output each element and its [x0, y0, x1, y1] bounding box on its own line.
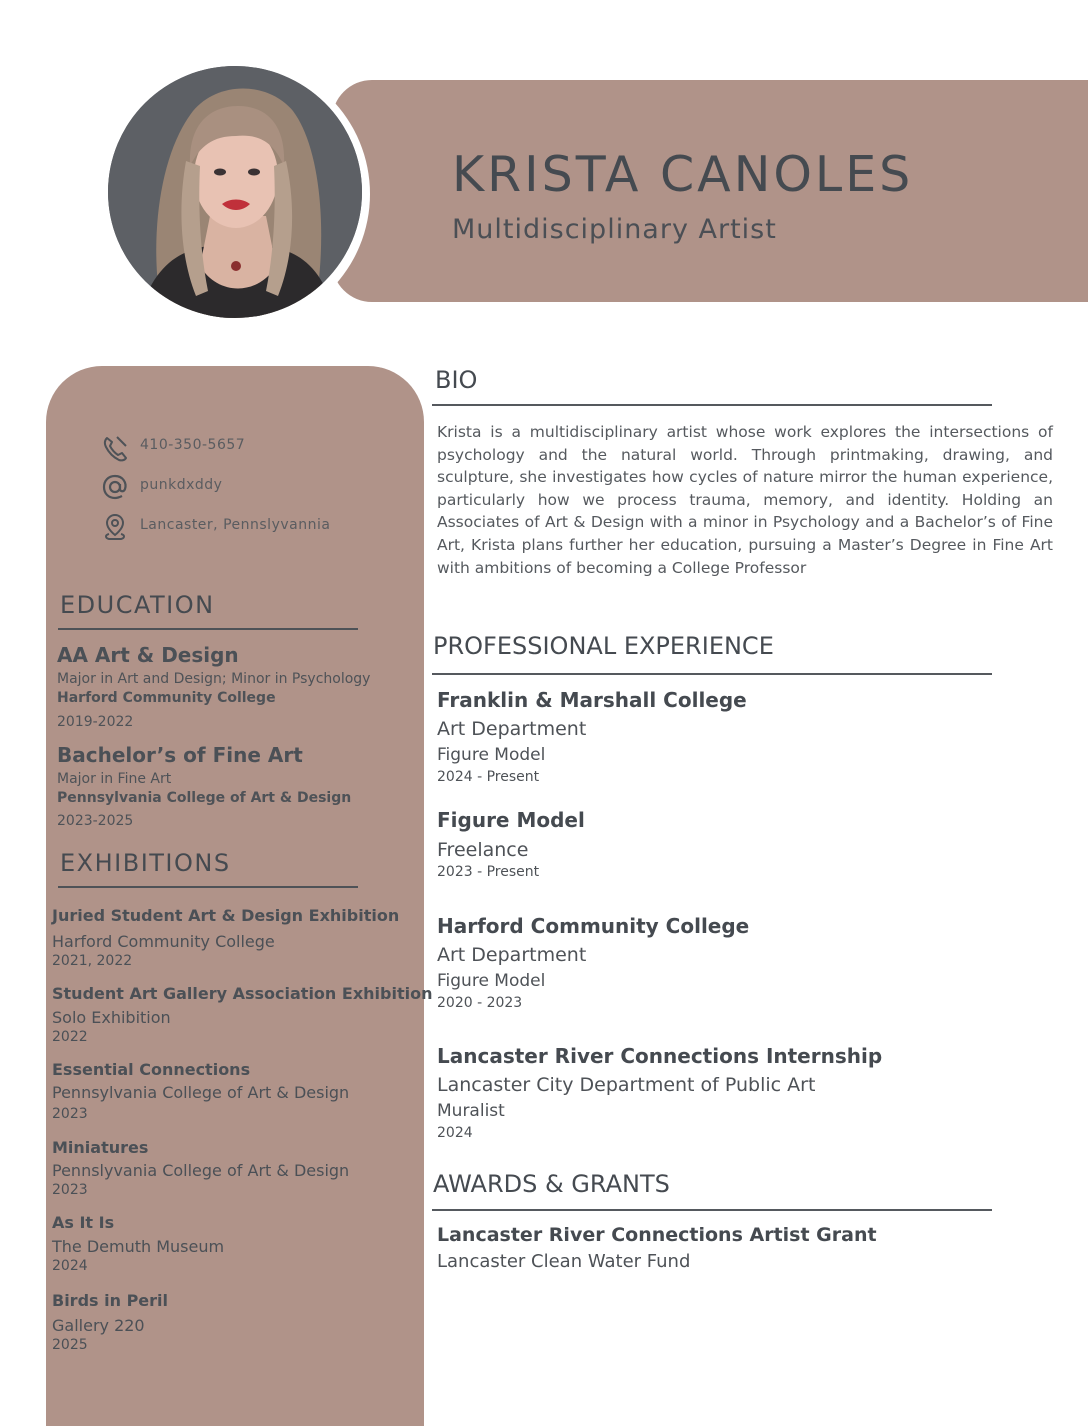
education-years: 2023-2025: [57, 813, 134, 829]
experience-dates: 2020 - 2023: [437, 995, 523, 1011]
contact-location: Lancaster, Pennslyvannia: [140, 517, 331, 533]
awards-divider: [432, 1209, 992, 1211]
exhibition-year: 2021, 2022: [52, 953, 133, 969]
exhibition-venue: Solo Exhibition: [52, 1008, 171, 1027]
exhibition-year: 2023: [52, 1106, 88, 1122]
awards-heading: AWARDS & GRANTS: [433, 1170, 670, 1198]
location-pin-icon: [100, 512, 130, 542]
phone-icon: [100, 433, 130, 463]
exhibition-venue: Pennsylvania College of Art & Design: [52, 1083, 350, 1102]
exhibition-year: 2023: [52, 1182, 88, 1198]
education-divider: [58, 628, 358, 630]
education-school: Harford Community College: [57, 690, 276, 706]
experience-department: Lancaster City Department of Public Art: [437, 1074, 816, 1096]
experience-company: Lancaster River Connections Internship: [437, 1044, 883, 1068]
experience-heading: PROFESSIONAL EXPERIENCE: [433, 632, 774, 660]
experience-dates: 2023 - Present: [437, 864, 540, 880]
profile-photo: [108, 66, 362, 318]
at-sign-icon: [100, 472, 130, 502]
exhibition-title: Essential Connections: [52, 1060, 251, 1079]
experience-department: Art Department: [437, 718, 587, 740]
portrait-illustration: [108, 66, 362, 318]
job-title: Multidisciplinary Artist: [452, 214, 777, 245]
exhibition-venue: Harford Community College: [52, 932, 275, 951]
education-school: Pennsylvania College of Art & Design: [57, 790, 352, 806]
education-major: Major in Fine Art: [57, 771, 172, 787]
experience-divider: [432, 673, 992, 675]
award-organization: Lancaster Clean Water Fund: [437, 1251, 691, 1272]
education-heading: EDUCATION: [60, 591, 215, 619]
experience-role: Figure Model: [437, 971, 546, 991]
experience-department: Art Department: [437, 944, 587, 966]
contact-phone: 410-350-5657: [140, 437, 246, 453]
experience-company: Figure Model: [437, 808, 585, 832]
contact-handle: punkdxddy: [140, 477, 223, 493]
education-major: Major in Art and Design; Minor in Psychology: [57, 671, 371, 687]
exhibition-year: 2022: [52, 1029, 88, 1045]
education-degree: Bachelor’s of Fine Art: [57, 743, 303, 767]
exhibition-venue: Pennslyvania College of Art & Design: [52, 1161, 350, 1180]
experience-dates: 2024 - Present: [437, 769, 540, 785]
bio-divider: [432, 404, 992, 406]
experience-company: Harford Community College: [437, 914, 750, 938]
education-years: 2019-2022: [57, 714, 134, 730]
exhibition-year: 2025: [52, 1337, 88, 1353]
award-title: Lancaster River Connections Artist Grant: [437, 1224, 877, 1246]
exhibitions-divider: [58, 886, 358, 888]
experience-role: Figure Model: [437, 745, 546, 765]
exhibition-title: Student Art Gallery Association Exhibition: [52, 984, 433, 1003]
bio-heading: BIO: [435, 366, 478, 394]
exhibition-title: As It Is: [52, 1213, 115, 1232]
exhibition-title: Miniatures: [52, 1138, 149, 1157]
education-degree: AA Art & Design: [57, 643, 239, 667]
exhibition-title: Birds in Peril: [52, 1291, 168, 1310]
exhibition-venue: The Demuth Museum: [52, 1237, 225, 1256]
bio-paragraph: Krista is a multidisciplinary artist whose work explores the intersections of psychology and the natural world. Through printmaking, drawing, and sculpture, she investigates how cycles of nature mirror the human experience, particularly how we process trauma, memory, and identity. Holding an Associates of Art & Design with a minor in Psychology and a Bachelor’s of Fine Art, Krista plans further her education, pursuing a Master’s Degree in Fine Art with ambitions of becoming a College Professor: [437, 423, 1053, 577]
experience-role: Muralist: [437, 1101, 505, 1121]
full-name: KRISTA CANOLES: [452, 146, 914, 203]
experience-company: Franklin & Marshall College: [437, 688, 747, 712]
experience-dates: 2024: [437, 1125, 473, 1141]
exhibition-venue: Gallery 220: [52, 1316, 145, 1335]
experience-department: Freelance: [437, 839, 529, 861]
exhibition-year: 2024: [52, 1258, 88, 1274]
exhibition-title: Juried Student Art & Design Exhibition: [52, 906, 400, 925]
exhibitions-heading: EXHIBITIONS: [60, 849, 231, 877]
